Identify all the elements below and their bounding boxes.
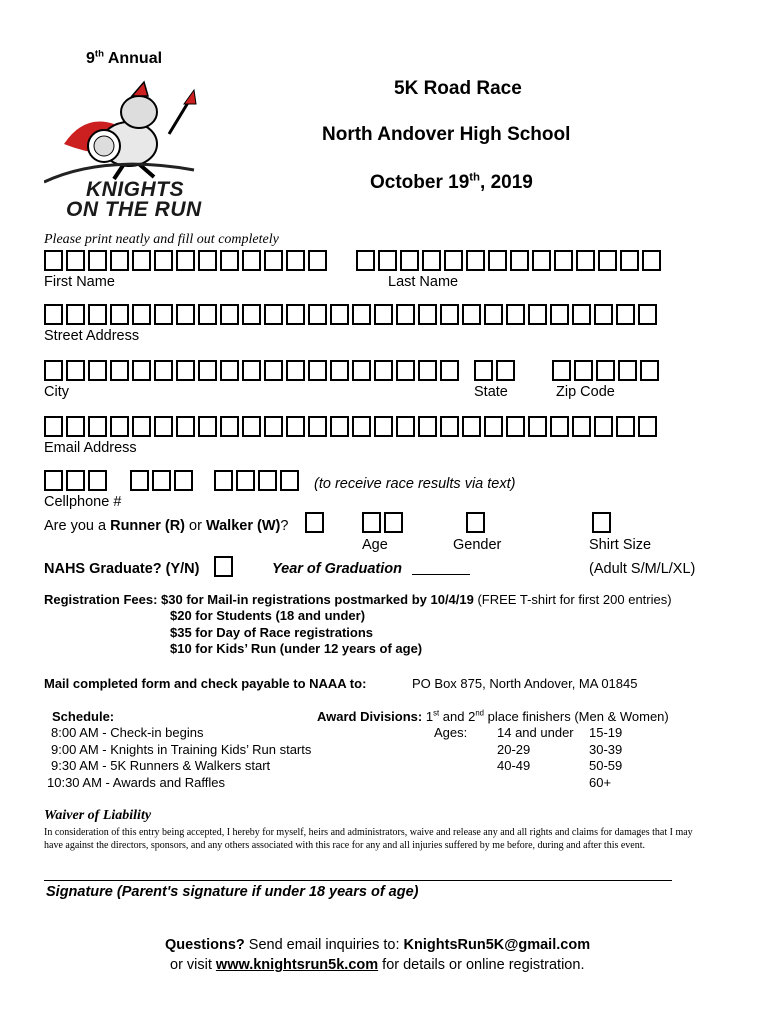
year-graduation-label: Year of Graduation [272,561,402,577]
street-address-field[interactable] [44,304,660,325]
knight-mascot-icon [44,74,244,184]
state-field[interactable] [474,360,518,381]
email-label: Email Address [44,440,137,456]
age-label: Age [362,537,388,553]
award-divisions: Award Divisions: 1st and 2nd place finishers (Men & Women) [317,708,669,724]
signature-line[interactable] [44,880,672,881]
shirt-size-label: Shirt Size [589,537,652,553]
street-address-label: Street Address [44,328,140,344]
schedule-item: 8:00 AM - Check-in begins [51,725,204,740]
schedule-item: 9:30 AM - 5K Runners & Walkers start [51,758,271,773]
school-name: North Andover High School [322,124,571,145]
signature-label: Signature (Parent's signature if under 18 years of age) [46,884,419,900]
knights-logo [44,74,244,224]
race-date: October 19th, 2019 [370,171,533,193]
questions-line: Questions? Send email inquiries to: KnightsRun5K@gmail.com [165,937,591,953]
cellphone-label: Cellphone # [44,494,122,510]
age-division: 20-29 [497,742,531,757]
first-name-field[interactable] [44,250,330,271]
email-field[interactable] [44,416,660,437]
schedule-title: Schedule: [52,709,115,724]
graduate-label: NAHS Graduate? (Y/N) [44,561,200,577]
age-division: 30-39 [589,742,623,757]
cellphone-line[interactable] [214,470,302,491]
mail-address: PO Box 875, North Andover, MA 01845 [412,676,638,691]
schedule-item: 10:30 AM - Awards and Raffles [47,775,226,790]
city-label: City [44,384,69,400]
last-name-label: Last Name [388,274,459,290]
fees-line2: $20 for Students (18 and under) [170,608,366,623]
last-name-field[interactable] [356,250,664,271]
age-division: 40-49 [497,758,531,773]
runner-walker-question: Are you a Runner (R) or Walker (W)? [44,518,289,534]
cell-note: (to receive race results via text) [314,476,516,492]
state-label: State [474,384,508,400]
waiver-text: In consideration of this entry being accepted, I hereby for myself, heirs and administrators, waive and release any and all rights and claims for damages that I may have against the directors, sponsors, and any others associated with this race for any and all injuries suffered by me before, during and after this event. [44,827,693,851]
age-division: 14 and under [497,725,574,740]
annual-label: 9th Annual [86,48,163,67]
race-title: 5K Road Race [394,78,522,99]
year-graduation-field[interactable] [412,574,470,575]
adult-sizes-label: (Adult S/M/L/XL) [589,561,696,577]
mail-label: Mail completed form and check payable to NAAA to: [44,676,367,691]
age-division: 60+ [589,775,612,790]
city-field[interactable] [44,360,462,381]
graduate-field[interactable] [214,556,236,577]
shirt-size-field[interactable] [592,512,614,533]
website-line: or visit www.knightsrun5k.com for details or online registration. [170,957,585,973]
fees-line3: $35 for Day of Race registrations [170,625,374,640]
logo-line2: ON THE RUN [66,198,202,221]
schedule-item: 9:00 AM - Knights in Training Kids’ Run starts [51,742,312,757]
website-link[interactable]: www.knightsrun5k.com [215,957,379,973]
fees-line1: Registration Fees: $30 for Mail-in registrations postmarked by 10/4/19 (FREE T-shirt for first 200 entries) [44,592,672,607]
cellphone-area-code[interactable] [44,470,110,491]
fees-line4: $10 for Kids’ Run (under 12 years of age) [170,641,423,656]
zip-code-field[interactable] [552,360,662,381]
waiver-title: Waiver of Liability [44,808,152,823]
runner-walker-field[interactable] [305,512,327,533]
age-field[interactable] [362,512,406,533]
cellphone-prefix[interactable] [130,470,196,491]
contact-email: KnightsRun5K@gmail.com [403,937,591,953]
age-division: 50-59 [589,758,623,773]
instructions: Please print neatly and fill out completely [44,232,279,247]
ages-label: Ages: [434,725,468,740]
logo-line1: KNIGHTS [86,178,184,201]
age-division: 15-19 [589,725,623,740]
first-name-label: First Name [44,274,115,290]
gender-field[interactable] [466,512,488,533]
zip-code-label: Zip Code [556,384,615,400]
gender-label: Gender [453,537,502,553]
